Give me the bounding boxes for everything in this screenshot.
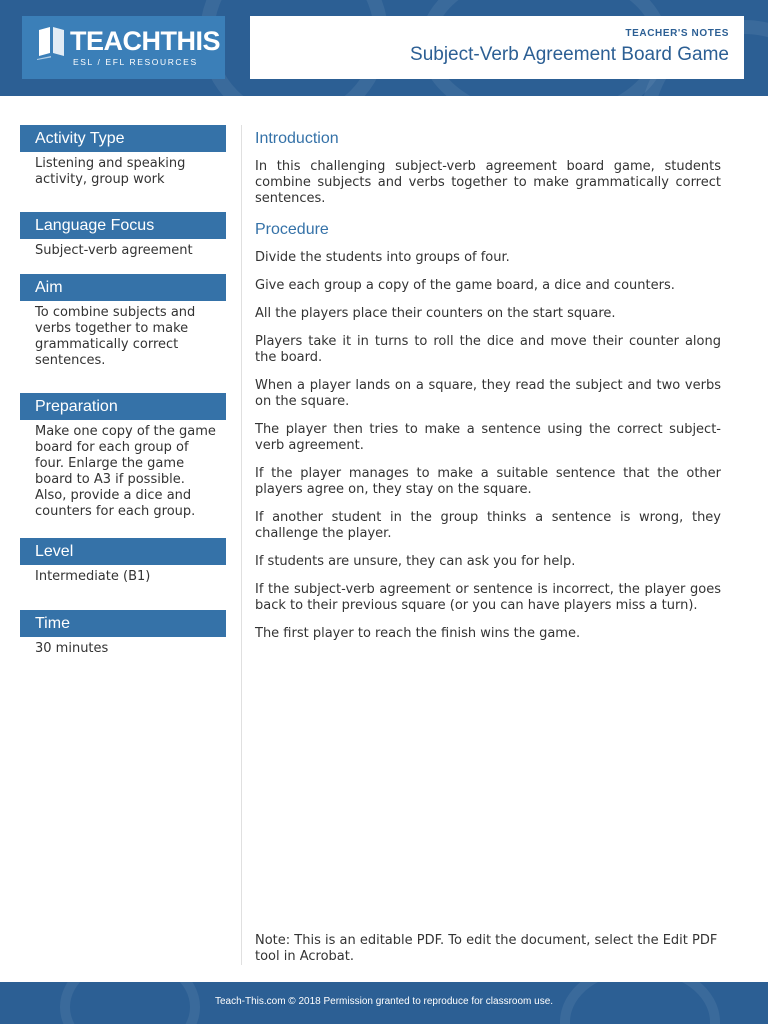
language-focus-heading: Language Focus [20,212,226,239]
preparation-heading: Preparation [20,393,226,420]
title-panel [250,16,744,79]
procedure-step: The first player to reach the finish wins the game. [255,626,581,641]
activity-type-text: Listening and speaking activity, group work [35,156,186,187]
procedure-step: When a player lands on a square, they read the subject and two verbs on the square. [255,378,721,409]
aim-heading: Aim [20,274,226,301]
copyright-notice: Teach-This.com © 2018 Permission granted to reproduce for classroom use. [214,996,554,1007]
level-heading: Level [20,538,226,565]
column-divider [241,125,242,965]
procedure-step: If the subject-verb agreement or sentence is incorrect, the player goes back to their previous square (or you can have players miss a turn). [255,582,721,613]
document-title: Subject-Verb Agreement Board Game [410,44,729,65]
procedure-step: Give each group a copy of the game board, a dice and counters. [255,278,675,293]
introduction-heading: Introduction [255,130,339,147]
preparation-text: Make one copy of the game board for each group of four. Enlarge the game board to A3 if possible. Also, provide a dice and counters for each group. [35,424,216,519]
procedure-step: Divide the students into groups of four. [255,250,510,265]
logo-wordmark: TEACHTHIS [70,26,220,56]
logo-tagline: ESL / EFL RESOURCES [73,57,198,67]
time-heading: Time [20,610,226,637]
aim-text: To combine subjects and verbs together to make grammatically correct sentences. [35,305,196,368]
document-kicker: TEACHER'S NOTES [625,28,729,39]
procedure-step: If students are unsure, they can ask you for help. [255,554,576,569]
brand-logo [22,16,225,79]
info-sidebar [20,125,226,657]
procedure-heading: Procedure [255,221,329,238]
language-focus-text: Subject-verb agreement [35,243,193,258]
page-footer [0,982,768,1024]
activity-type-heading: Activity Type [20,125,226,152]
main-content [255,128,721,642]
page-header [0,0,768,96]
level-text: Intermediate (B1) [35,569,151,584]
procedure-step: Players take it in turns to roll the dice and move their counter along the board. [255,334,721,365]
procedure-step: All the players place their counters on the start square. [255,306,616,321]
time-text: 30 minutes [35,641,109,656]
procedure-step: The player then tries to make a sentence using the correct subject-verb agreement. [255,422,721,453]
procedure-step: If the player manages to make a suitable sentence that the other players agree on, they stay on the square. [255,466,721,497]
procedure-step: If another student in the group thinks a sentence is wrong, they challenge the player. [255,510,721,541]
book-icon [36,26,66,60]
editable-pdf-note: Note: This is an editable PDF. To edit the document, select the Edit PDF tool in Acrobat. [255,933,718,964]
introduction-text: In this challenging subject-verb agreement board game, students combine subjects and verbs together to make grammatically correct sentences. [255,159,721,206]
